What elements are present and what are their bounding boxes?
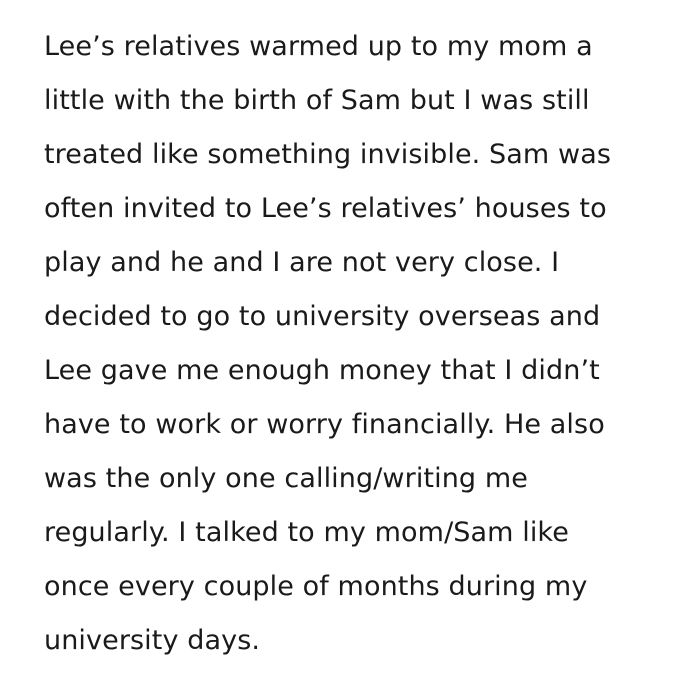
text-line: treated like something invisible. Sam was (44, 139, 612, 170)
text-line: decided to go to university overseas and (44, 301, 601, 332)
text-line: little with the birth of Sam but I was still (44, 85, 590, 116)
text-line: play and he and I are not very close. I (44, 247, 560, 278)
text-line: university days. (44, 625, 261, 656)
text-line: once every couple of months during my (44, 571, 588, 602)
text-line: often invited to Lee’s relatives’ houses to (44, 193, 607, 224)
text-line: was the only one calling/writing me (44, 463, 528, 494)
text-line: regularly. I talked to my mom/Sam like (44, 517, 569, 548)
text-line: Lee’s relatives warmed up to my mom a (44, 31, 593, 62)
text-line: have to work or worry financially. He also (44, 409, 605, 440)
text-line: Lee gave me enough money that I didn’t (44, 355, 600, 386)
